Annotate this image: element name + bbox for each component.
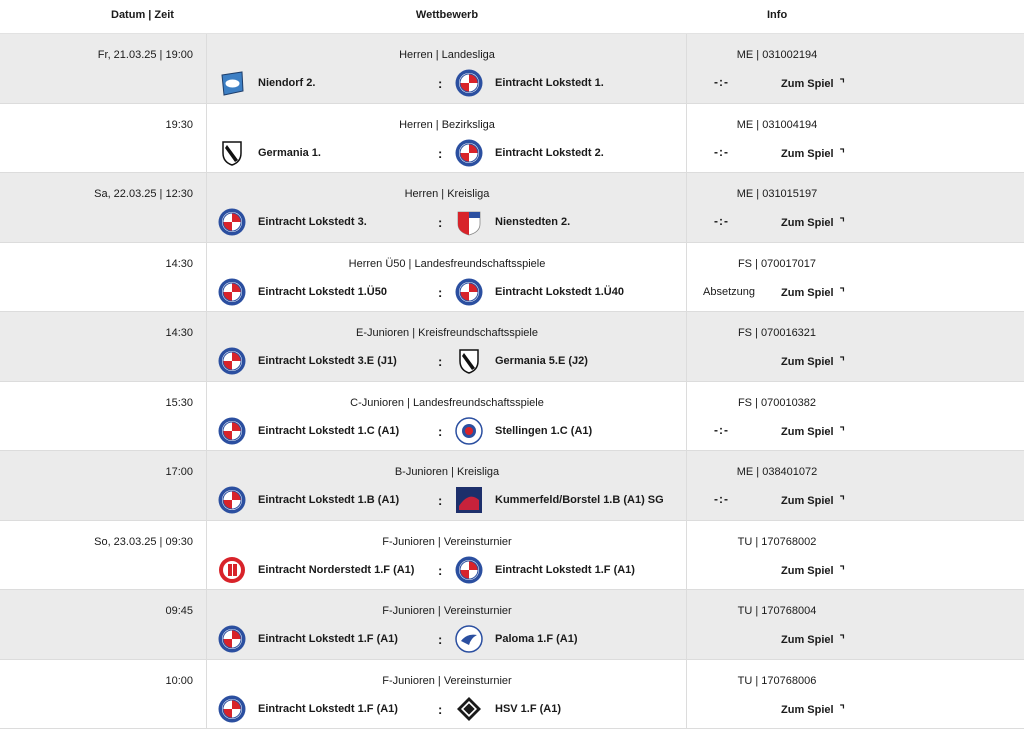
table-row	[0, 312, 1024, 382]
match-competition-cell	[207, 660, 687, 729]
score-separator: :	[438, 563, 442, 578]
table-row	[0, 34, 1024, 104]
away-team-name[interactable]: Eintracht Lokstedt 1.F (A1)	[495, 564, 635, 576]
match-link[interactable]	[781, 216, 845, 229]
match-link[interactable]	[781, 564, 845, 577]
match-competition-cell	[207, 382, 687, 451]
arrow-icon: ⌝	[840, 147, 845, 160]
table-header	[0, 0, 1024, 34]
table-body	[0, 34, 1024, 729]
away-team-name[interactable]: Germania 5.E (J2)	[495, 355, 588, 367]
away-team-name[interactable]: Eintracht Lokstedt 1.Ü40	[495, 286, 624, 298]
match-competition-cell	[207, 173, 687, 242]
arrow-icon: ⌝	[840, 494, 845, 507]
match-link-label: Zum Spiel	[781, 287, 834, 299]
score-separator: :	[438, 493, 442, 508]
match-date: 09:45	[0, 590, 207, 659]
match-id: TU | 170768004	[687, 605, 867, 617]
competition-name: Herren | Bezirksliga	[207, 119, 687, 131]
away-team-name[interactable]: Eintracht Lokstedt 2.	[495, 147, 604, 159]
match-info-cell	[687, 660, 1024, 729]
home-team-logo-icon	[218, 695, 246, 723]
match-info-cell	[687, 590, 1024, 659]
match-date: 17:00	[0, 451, 207, 520]
match-id: ME | 031015197	[687, 188, 867, 200]
away-team-logo-icon	[455, 278, 483, 306]
home-team-logo-icon	[218, 278, 246, 306]
match-id: FS | 070010382	[687, 397, 867, 409]
home-team-name[interactable]: Eintracht Lokstedt 3.	[258, 216, 367, 228]
header-date: Datum | Zeit	[0, 0, 207, 33]
match-status: Absetzung	[703, 286, 755, 298]
match-competition-cell	[207, 312, 687, 381]
match-date: 10:00	[0, 660, 207, 729]
match-link-label: Zum Spiel	[781, 217, 834, 229]
arrow-icon: ⌝	[840, 77, 845, 90]
match-link-label: Zum Spiel	[781, 148, 834, 160]
away-team-logo-icon	[455, 347, 483, 375]
away-team-name[interactable]: HSV 1.F (A1)	[495, 703, 561, 715]
match-score: -:-	[714, 214, 729, 228]
arrow-icon: ⌝	[840, 703, 845, 716]
arrow-icon: ⌝	[840, 564, 845, 577]
away-team-logo-icon	[455, 486, 483, 514]
home-team-name[interactable]: Eintracht Norderstedt 1.F (A1)	[258, 564, 414, 576]
match-info-cell	[687, 104, 1024, 173]
table-row	[0, 173, 1024, 243]
competition-name: F-Junioren | Vereinsturnier	[207, 605, 687, 617]
table-row	[0, 590, 1024, 660]
header-info: Info	[687, 0, 1024, 33]
score-separator: :	[438, 146, 442, 161]
score-separator: :	[438, 632, 442, 647]
home-team-name[interactable]: Eintracht Lokstedt 1.Ü50	[258, 286, 387, 298]
match-link-label: Zum Spiel	[781, 704, 834, 716]
away-team-name[interactable]: Nienstedten 2.	[495, 216, 570, 228]
match-id: FS | 070016321	[687, 327, 867, 339]
away-team-name[interactable]: Stellingen 1.C (A1)	[495, 425, 592, 437]
match-link[interactable]	[781, 286, 845, 299]
arrow-icon: ⌝	[840, 216, 845, 229]
score-separator: :	[438, 215, 442, 230]
competition-name: F-Junioren | Vereinsturnier	[207, 675, 687, 687]
match-link[interactable]	[781, 77, 845, 90]
arrow-icon: ⌝	[840, 425, 845, 438]
match-id: ME | 038401072	[687, 466, 867, 478]
away-team-logo-icon	[455, 139, 483, 167]
match-competition-cell	[207, 590, 687, 659]
competition-name: Herren Ü50 | Landesfreundschaftsspiele	[207, 258, 687, 270]
home-team-logo-icon	[218, 556, 246, 584]
match-date: 14:30	[0, 243, 207, 312]
home-team-name[interactable]: Eintracht Lokstedt 1.F (A1)	[258, 633, 398, 645]
match-info-cell	[687, 243, 1024, 312]
match-date: 14:30	[0, 312, 207, 381]
away-team-name[interactable]: Kummerfeld/Borstel 1.B (A1) SG	[495, 494, 664, 506]
score-separator: :	[438, 702, 442, 717]
away-team-logo-icon	[455, 556, 483, 584]
match-score: -:-	[714, 75, 729, 89]
arrow-icon: ⌝	[840, 355, 845, 368]
home-team-name[interactable]: Eintracht Lokstedt 1.C (A1)	[258, 425, 399, 437]
match-info-cell	[687, 451, 1024, 520]
match-competition-cell	[207, 104, 687, 173]
match-info-cell	[687, 34, 1024, 103]
match-date: 15:30	[0, 382, 207, 451]
home-team-name[interactable]: Eintracht Lokstedt 1.F (A1)	[258, 703, 398, 715]
table-row	[0, 382, 1024, 452]
match-link-label: Zum Spiel	[781, 495, 834, 507]
match-link-label: Zum Spiel	[781, 634, 834, 646]
away-team-name[interactable]: Eintracht Lokstedt 1.	[495, 77, 604, 89]
match-link-label: Zum Spiel	[781, 426, 834, 438]
competition-name: E-Junioren | Kreisfreundschaftsspiele	[207, 327, 687, 339]
home-team-logo-icon	[218, 486, 246, 514]
match-id: TU | 170768006	[687, 675, 867, 687]
match-id: FS | 070017017	[687, 258, 867, 270]
home-team-logo-icon	[218, 208, 246, 236]
match-link[interactable]	[781, 494, 845, 507]
competition-name: Herren | Landesliga	[207, 49, 687, 61]
match-competition-cell	[207, 34, 687, 103]
match-date: So, 23.03.25 | 09:30	[0, 521, 207, 590]
match-score: -:-	[714, 423, 729, 437]
home-team-logo-icon	[218, 69, 246, 97]
match-link-label: Zum Spiel	[781, 78, 834, 90]
match-info-cell	[687, 521, 1024, 590]
competition-name: B-Junioren | Kreisliga	[207, 466, 687, 478]
match-link-label: Zum Spiel	[781, 356, 834, 368]
match-competition-cell	[207, 243, 687, 312]
match-info-cell	[687, 173, 1024, 242]
score-separator: :	[438, 424, 442, 439]
match-link[interactable]	[781, 703, 845, 716]
table-row	[0, 243, 1024, 313]
table-row	[0, 660, 1024, 729]
score-separator: :	[438, 285, 442, 300]
match-link[interactable]	[781, 425, 845, 438]
home-team-logo-icon	[218, 417, 246, 445]
home-team-logo-icon	[218, 347, 246, 375]
away-team-logo-icon	[455, 625, 483, 653]
arrow-icon: ⌝	[840, 633, 845, 646]
match-date: 19:30	[0, 104, 207, 173]
away-team-name[interactable]: Paloma 1.F (A1)	[495, 633, 578, 645]
match-id: ME | 031004194	[687, 119, 867, 131]
match-id: TU | 170768002	[687, 536, 867, 548]
match-info-cell	[687, 382, 1024, 451]
match-link[interactable]	[781, 355, 845, 368]
home-team-name[interactable]: Niendorf 2.	[258, 77, 315, 89]
score-separator: :	[438, 76, 442, 91]
competition-name: Herren | Kreisliga	[207, 188, 687, 200]
table-row	[0, 104, 1024, 174]
home-team-name[interactable]: Eintracht Lokstedt 1.B (A1)	[258, 494, 399, 506]
home-team-name[interactable]: Germania 1.	[258, 147, 321, 159]
away-team-logo-icon	[455, 208, 483, 236]
match-id: ME | 031002194	[687, 49, 867, 61]
competition-name: F-Junioren | Vereinsturnier	[207, 536, 687, 548]
home-team-name[interactable]: Eintracht Lokstedt 3.E (J1)	[258, 355, 397, 367]
arrow-icon: ⌝	[840, 286, 845, 299]
table-row	[0, 451, 1024, 521]
match-link[interactable]	[781, 147, 845, 160]
header-competition: Wettbewerb	[207, 0, 687, 33]
away-team-logo-icon	[455, 69, 483, 97]
away-team-logo-icon	[455, 695, 483, 723]
match-score: -:-	[714, 145, 729, 159]
score-separator: :	[438, 354, 442, 369]
home-team-logo-icon	[218, 625, 246, 653]
home-team-logo-icon	[218, 139, 246, 167]
match-score: -:-	[714, 492, 729, 506]
match-competition-cell	[207, 451, 687, 520]
away-team-logo-icon	[455, 417, 483, 445]
match-link[interactable]	[781, 633, 845, 646]
match-competition-cell	[207, 521, 687, 590]
match-link-label: Zum Spiel	[781, 565, 834, 577]
table-row	[0, 521, 1024, 591]
match-info-cell	[687, 312, 1024, 381]
match-date: Fr, 21.03.25 | 19:00	[0, 34, 207, 103]
match-date: Sa, 22.03.25 | 12:30	[0, 173, 207, 242]
competition-name: C-Junioren | Landesfreundschaftsspiele	[207, 397, 687, 409]
